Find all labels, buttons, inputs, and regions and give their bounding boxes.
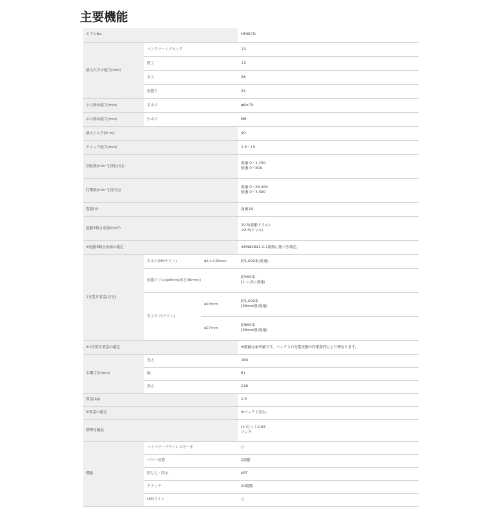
spec-row-chuck [83, 140, 419, 154]
spec-value-line: <2.5(ドリル) [241, 228, 264, 232]
spec-sub-label: 木ネジ [144, 98, 238, 112]
spec-sub-label: 防じん・防水 [144, 467, 238, 480]
spec-value-line: 高速 0～25,500 [241, 185, 268, 190]
spec-value-line: (レンガに高速) [241, 280, 266, 284]
spec-label: 質量(kg) [83, 393, 238, 406]
spec-sub-label: 長さ [144, 354, 238, 367]
spec-value-line: フック [241, 430, 252, 434]
spec-value-line: 10.5(振動ドリル) [241, 223, 270, 228]
spec-row-voltage [83, 202, 419, 216]
spec-value: APT [238, 467, 419, 480]
spec-value [238, 178, 419, 202]
spec-value: 1.5～13 [238, 140, 419, 154]
spec-value: ※EN62841-2-1規格に基づき測定。 [238, 240, 419, 254]
spec-value [238, 292, 419, 316]
spec-sub-label: パワー切替 [144, 454, 238, 467]
spec-sub-label: 鉄工 [144, 56, 238, 70]
spec-value: 164 [238, 354, 419, 367]
spec-row-vibration-note [83, 240, 419, 254]
spec-value [238, 216, 419, 240]
spec-value: ○ [238, 441, 419, 454]
spec-value: 2段階 [238, 454, 419, 467]
spec-row-screw-machine [83, 112, 419, 126]
spec-value [238, 419, 419, 441]
spec-label: 打撃数(min⁻¹[回/分]) [83, 178, 238, 202]
spec-sub-label: 座掘ドリル(φ8mm(深さ38mm)) [144, 268, 238, 292]
spec-value: 248 [238, 380, 419, 393]
spec-sub-label: 木工 [144, 70, 238, 84]
spec-sub-label: 小ネジ [144, 112, 238, 126]
spec-sub-label: 幅 [144, 367, 238, 380]
spec-label: 標準付属品 [83, 419, 238, 441]
spec-row-model [83, 28, 419, 42]
spec-row-work-note [83, 340, 419, 354]
spec-label: 機能 [83, 441, 144, 506]
spec-row-features [83, 441, 419, 454]
page-title: 主要機能 [80, 10, 129, 24]
spec-value [238, 154, 419, 178]
spec-label: ※質量の確定 [83, 406, 238, 419]
spec-detail: φ27mm [201, 316, 238, 340]
spec-label: 最大トルク(N･m) [83, 126, 238, 140]
spec-label: 最大穴あけ能力(mm) [83, 42, 144, 98]
spec-value: 35 [238, 84, 419, 98]
spec-sub-label: 木ネジ(M6サワン) [144, 254, 201, 268]
spec-value: ○ [238, 493, 419, 506]
spec-table [83, 28, 419, 507]
spec-value: 13 [238, 42, 419, 56]
spec-value: 20段階 [238, 480, 419, 493]
spec-row-rpm [83, 154, 419, 178]
spec-value-line: 約600本 [241, 323, 256, 328]
spec-label: ネジ締め能力(mm) [83, 98, 144, 112]
spec-row-screw-wood [83, 98, 419, 112]
spec-detail: φ19mm [201, 292, 238, 316]
spec-row-impact [83, 178, 419, 202]
spec-value: 36 [238, 70, 419, 84]
spec-label: 回転数(min⁻¹[回転/分]) [83, 154, 238, 178]
spec-label: ネジ締め能力(mm) [83, 112, 144, 126]
spec-label: ※振動3軸合成値の確定 [83, 240, 238, 254]
spec-value: 直流18 [238, 202, 419, 216]
spec-value: 81 [238, 367, 419, 380]
spec-value [238, 316, 419, 340]
spec-row-work [83, 254, 419, 268]
spec-value-line: (30mm厚/高速) [241, 304, 268, 308]
spec-row-drill [83, 42, 419, 56]
spec-label: 1充電作業量(目安) [83, 254, 144, 340]
spec-row-accessories [83, 419, 419, 441]
spec-row-dims [83, 354, 419, 367]
spec-value: φ6×75 [238, 98, 419, 112]
spec-value [238, 268, 419, 292]
spec-sub-label: LEDライト [144, 493, 238, 506]
spec-row-mass [83, 393, 419, 406]
spec-value-line: 低速 0～7,500 [241, 190, 266, 194]
spec-value-line: (+)ビット2-65 [241, 425, 266, 430]
spec-value-line: 高速 0～1,700 [241, 161, 266, 166]
spec-value: 40 [238, 126, 419, 140]
spec-value: ※バッテリ含む。 [238, 406, 419, 419]
spec-value: M6 [238, 112, 419, 126]
spec-row-vibration [83, 216, 419, 240]
spec-label: モデルNo [83, 28, 238, 42]
spec-value: 約1,000本(高速) [238, 254, 419, 268]
spec-value: 1.9 [238, 393, 419, 406]
spec-value-line: 低速 0～500 [241, 166, 263, 170]
spec-value: ※数値は参考値です。バッテリの充電状態や作業条件により異なります。 [238, 340, 419, 354]
spec-row-mass-note [83, 406, 419, 419]
spec-label: 振動3軸合成値(m/s²) [83, 216, 238, 240]
spec-value-line: (30mm厚/高速) [241, 328, 268, 332]
spec-label: ※1充電作業量の確定 [83, 340, 238, 354]
spec-sub-label: 座掘り [144, 84, 238, 98]
spec-sub-label: クラッチ [144, 480, 238, 493]
spec-row-torque [83, 126, 419, 140]
spec-sub-label: ハイパワーブラシレスモータ [144, 441, 238, 454]
spec-sub-label: 木工キリ(ツワン) [144, 292, 201, 340]
spec-sub-label: コンクリートブロック [144, 42, 238, 56]
spec-label: チャック能力(mm) [83, 140, 238, 154]
spec-detail: φ4.1×38mm [201, 254, 238, 268]
spec-sub-label: 高さ [144, 380, 238, 393]
spec-value-line: 約500本 [241, 275, 256, 280]
spec-value: 13 [238, 56, 419, 70]
spec-label: 本機寸法(mm) [83, 354, 144, 393]
spec-value-line: 約1,000本 [241, 299, 259, 304]
spec-value: HP487D [238, 28, 419, 42]
spec-label: 電源(V) [83, 202, 238, 216]
